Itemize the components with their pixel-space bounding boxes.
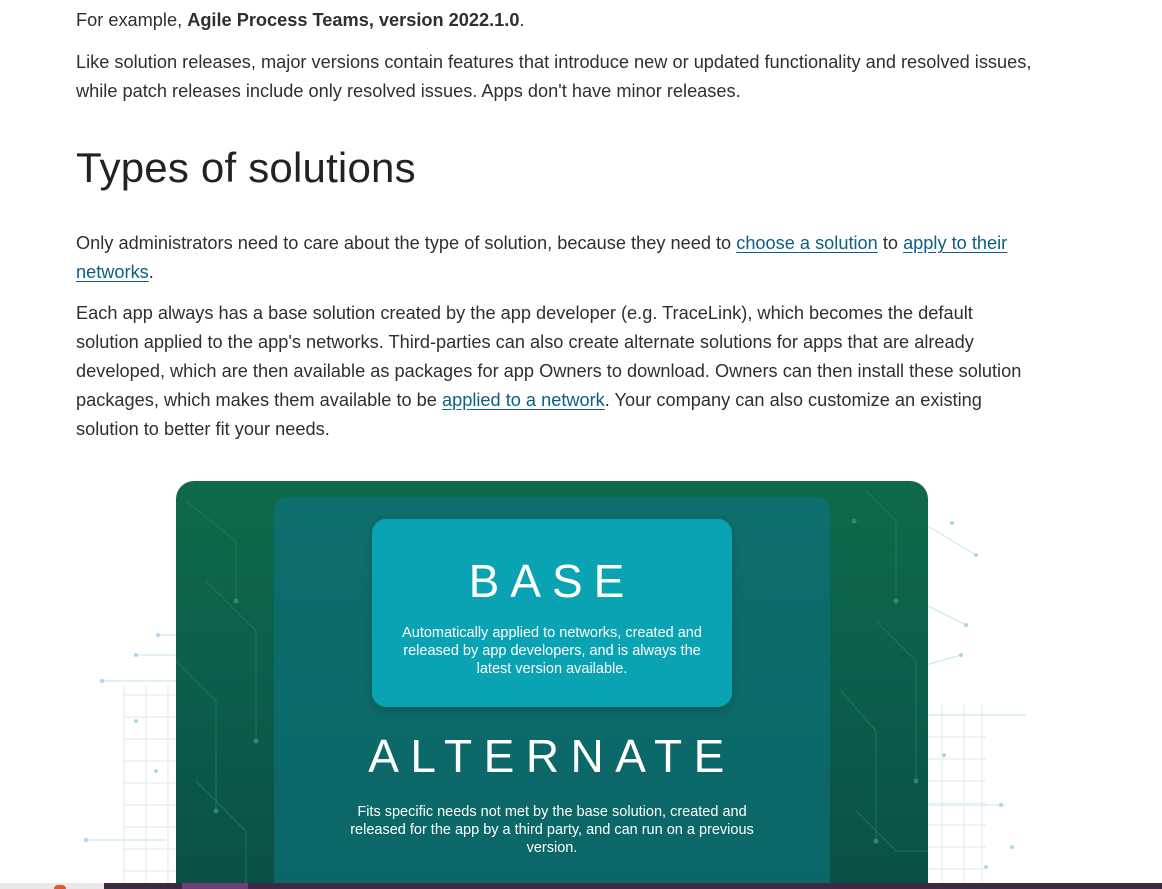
base-solution-paragraph	[76, 299, 1036, 444]
admins-text-3: .	[148, 262, 154, 282]
taskbar-app-icon	[54, 885, 66, 889]
example-prefix: For example,	[76, 10, 188, 30]
taskbar-active-segment[interactable]	[182, 883, 248, 889]
choose-a-solution-link[interactable]: choose a solution	[736, 233, 878, 253]
outer-solution-card	[176, 481, 928, 889]
section-heading: Types of solutions	[76, 144, 416, 191]
alternate-description: Fits specific needs not met by the base solution, created and released for the app by a third party, and can run on a previous version.	[350, 804, 754, 856]
base-solution-card	[372, 519, 732, 707]
applied-to-network-link[interactable]: applied to a network	[441, 390, 605, 410]
example-suffix: .	[519, 10, 525, 30]
inner-solution-card	[274, 497, 830, 889]
apply-to-networks-link[interactable]: apply to their networks	[76, 233, 1008, 282]
os-taskbar	[0, 883, 1162, 889]
solution-types-illustration	[76, 455, 1036, 889]
base-solution-text-2: . Your company can also customize an existing solution to better fit your needs.	[76, 390, 982, 439]
example-bold-text: Agile Process Teams, version 2022.1.0	[187, 10, 520, 30]
base-description: Automatically applied to networks, created and released by app developers, and is always the latest version available.	[402, 625, 702, 677]
releases-paragraph: Like solution releases, major versions contain features that introduce new or updated functionality and resolved issues, while patch releases include only resolved issues. Apps don't have minor releases.	[76, 52, 1032, 101]
admins-text-1: Only administrators need to care about the type of solution, because they need to	[76, 233, 737, 253]
example-paragraph	[76, 6, 525, 35]
alternate-title: ALTERNATE	[368, 730, 736, 782]
admins-paragraph	[76, 229, 1036, 287]
base-solution-text-1: Each app always has a base solution created by the app developer (e.g. TraceLink), which becomes the default solution applied to the app's networks. Third-parties can also create alternate solutions for apps that are already developed, which are then available as packages for app Owners to download. Owners can then install these solution packages, which makes them available to be	[76, 303, 1022, 410]
taskbar-app-segment[interactable]	[0, 883, 104, 889]
admins-text-2: to	[877, 233, 904, 253]
base-title: BASE	[468, 555, 636, 607]
